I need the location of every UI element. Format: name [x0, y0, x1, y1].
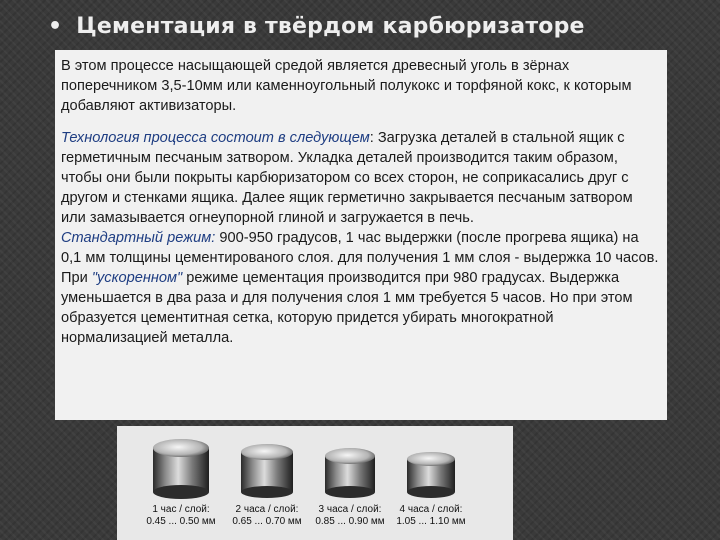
caption-3: [313, 504, 387, 528]
accelerated-prefix: При: [61, 270, 92, 286]
title-bullet: •: [48, 14, 63, 39]
caption-2-depth: 0.65 ... 0.70 мм: [232, 516, 302, 527]
technology-text: : Загрузка деталей в стальной ящик с герметичным песчаным затвором. Укладка деталей производится таким образом, чтобы они были покрыты карбюризатором со всех сторон, не соприкасались друг с другом и стенками ящика. Далее ящик герметично закрывается песчаным затвором или замазывается огнеупорной глиной и загружается в печь.: [61, 130, 633, 226]
caption-1: [144, 504, 218, 528]
samples-photo: [117, 426, 513, 540]
paragraph-standard-mode: [61, 228, 661, 268]
caption-4: [394, 504, 468, 528]
sample-2: [241, 444, 293, 498]
accelerated-label: "ускоренном": [91, 270, 183, 286]
text-panel: [55, 50, 667, 420]
paragraph-technology: [61, 128, 661, 228]
standard-mode-text: 900-950 градусов, 1 час выдержки (после прогрева ящика) на 0,1 мм толщины цементированого слоя. для получения 1 мм слоя - выдержка 10 часов.: [61, 230, 659, 266]
title-text: Цементация в твёрдом карбюризаторе: [76, 14, 585, 39]
standard-mode-label: Стандартный режим:: [61, 230, 216, 246]
paragraph-intro: В этом процессе насыщающей средой является древесный уголь в зёрнах поперечником 3,5-10мм или каменноугольный полукокс и торфяной кокс, к которым добавляют активизаторы.: [61, 58, 632, 114]
caption-4-time: 4 часа / слой:: [399, 504, 463, 515]
caption-1-depth: 0.45 ... 0.50 мм: [146, 516, 216, 527]
slide-title: [48, 14, 585, 39]
caption-3-depth: 0.85 ... 0.90 мм: [315, 516, 385, 527]
paragraph-accelerated-mode: [61, 268, 661, 348]
caption-2-time: 2 часа / слой:: [235, 504, 299, 515]
sample-1: [153, 439, 209, 499]
sample-4: [407, 452, 455, 498]
caption-2: [230, 504, 304, 528]
technology-label: Технология процесса состоит в следующем: [61, 130, 370, 146]
caption-4-depth: 1.05 ... 1.10 мм: [396, 516, 466, 527]
sample-3: [325, 448, 375, 498]
caption-1-time: 1 час / слой:: [152, 504, 210, 515]
caption-3-time: 3 часа / слой:: [318, 504, 382, 515]
accelerated-text: режиме цементация производится при 980 градусах. Выдержка уменьшается в два раза и для получения слоя 1 мм требуется 5 часов. Но при этом образуется цементитная сетка, которую придется убирать многократной нормализацией металла.: [61, 270, 633, 346]
